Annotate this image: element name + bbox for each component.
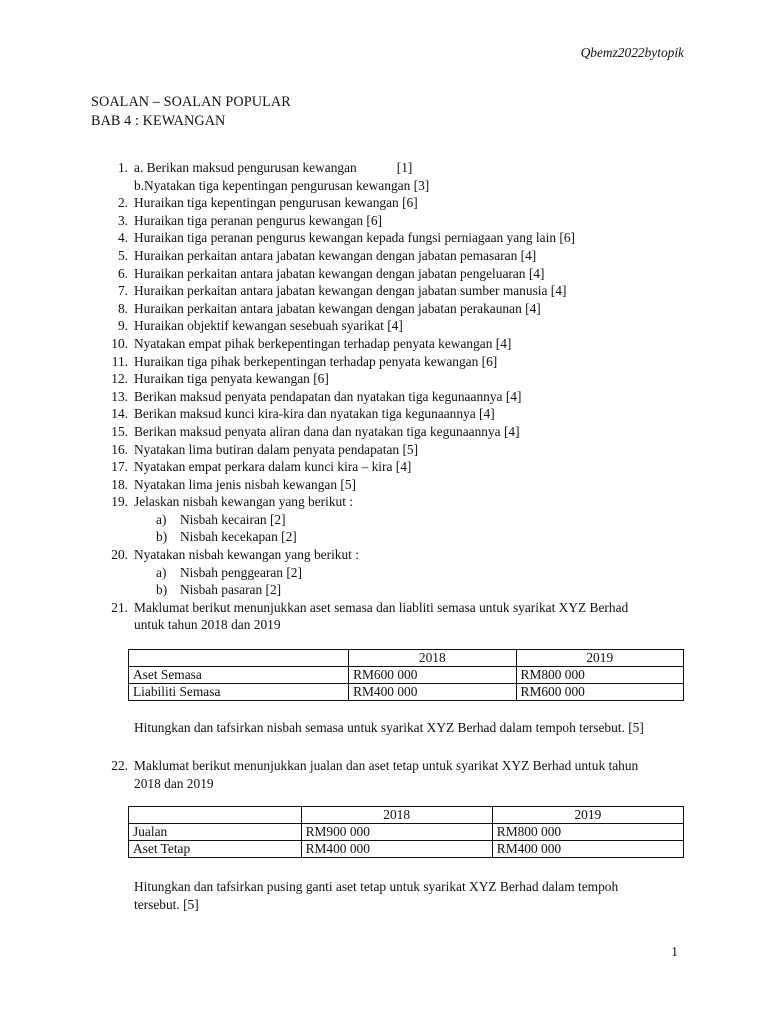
option-item: b) Nisbah pasaran [2] [156,582,282,598]
table-header-row: 2018 2019 [129,807,684,824]
question-item: 1. a. Berikan maksud pengurusan kewangan [1] [117,160,413,175]
question-item: 8. Huraikan perkaitan antara jabatan kewangan dengan jabatan perakaunan [4] [117,300,541,316]
document-title [91,93,291,131]
question-item: 14. Berikan maksud kunci kira-kira dan nyatakan tiga kegunaannya [4] [111,406,495,422]
option-item: a) Nisbah kecairan [2] [156,511,286,527]
page-number: 1 [671,944,678,959]
question-item: 22. Maklumat berikut menunjukkan jualan dan aset tetap untuk syarikat XYZ Berhad untuk tahun 2018 dan 2019 [111,758,639,791]
question-item: 4. Huraikan tiga peranan pengurus kewangan kepada fungsi perniagaan yang lain [6] [117,230,575,246]
question-item: 5. Huraikan perkaitan antara jabatan kewangan dengan jabatan pemasaran [4] [117,247,537,263]
header-tag: Qbemz2022bytopik [580,45,684,60]
title-line-2: BAB 4 : KEWANGAN [91,113,226,129]
question-item: b.Nyatakan tiga kepentingan pengurusan kewangan [3] [134,177,430,193]
option-item: a) Nisbah penggearan [2] [156,564,302,580]
question-item: 18. Nyatakan lima jenis nisbah kewangan [5] [111,476,356,492]
question-item: 12. Huraikan tiga penyata kewangan [6] [111,371,329,387]
question-item: 19. Jelaskan nisbah kewangan yang berikut : [111,494,354,510]
question-item: 20. Nyatakan nisbah kewangan yang berikut : [111,547,359,563]
option-item: b) Nisbah kecekapan [2] [156,529,297,545]
fixed-asset-table [128,806,684,858]
q22-task: Hitungkan dan tafsirkan pusing ganti aset tetap untuk syarikat XYZ Berhad dalam tempoh tersebut. [5] [134,879,619,913]
question-item: 13. Berikan maksud penyata pendapatan dan nyatakan tiga kegunaannya [4] [111,388,522,404]
q21-task: Hitungkan dan tafsirkan nisbah semasa untuk syarikat XYZ Berhad dalam tempoh tersebut. [5] [134,720,644,736]
question-item: 2. Huraikan tiga kepentingan pengurusan kewangan [6] [117,195,418,211]
current-ratio-table [128,649,684,701]
table-row: Liabiliti Semasa RM400 000 RM600 000 [129,684,684,701]
title-line-1: SOALAN – SOALAN POPULAR [91,94,291,110]
question-item: 16. Nyatakan lima butiran dalam penyata pendapatan [5] [111,441,419,457]
table-row: Jualan RM900 000 RM800 000 [129,824,684,841]
question-item: 6. Huraikan perkaitan antara jabatan kewangan dengan jabatan pengeluaran [4] [117,265,545,281]
question-item: 11. Huraikan tiga pihak berkepentingan terhadap penyata kewangan [6] [111,353,498,369]
table-header-row: 2018 2019 [129,650,684,667]
question-item: 15. Berikan maksud penyata aliran dana dan nyatakan tiga kegunaannya [4] [111,423,520,439]
question-item: 3. Huraikan tiga peranan pengurus kewangan [6] [117,212,383,228]
question-item: 10. Nyatakan empat pihak berkepentingan terhadap penyata kewangan [4] [111,335,512,351]
question-item: 9. Huraikan objektif kewangan sesebuah syarikat [4] [117,318,403,334]
question-item: 21. Maklumat berikut menunjukkan aset semasa dan liabliti semasa untuk syarikat XYZ Berhad untuk tahun 2018 dan 2019 [111,599,629,633]
question-list [92,159,712,914]
question-item: 7. Huraikan perkaitan antara jabatan kewangan dengan jabatan sumber manusia [4] [117,283,567,299]
table-row: Aset Tetap RM400 000 RM400 000 [129,841,684,858]
table-row: Aset Semasa RM600 000 RM800 000 [129,667,684,684]
question-item: 17. Nyatakan empat perkara dalam kunci kira – kira [4] [111,459,412,475]
